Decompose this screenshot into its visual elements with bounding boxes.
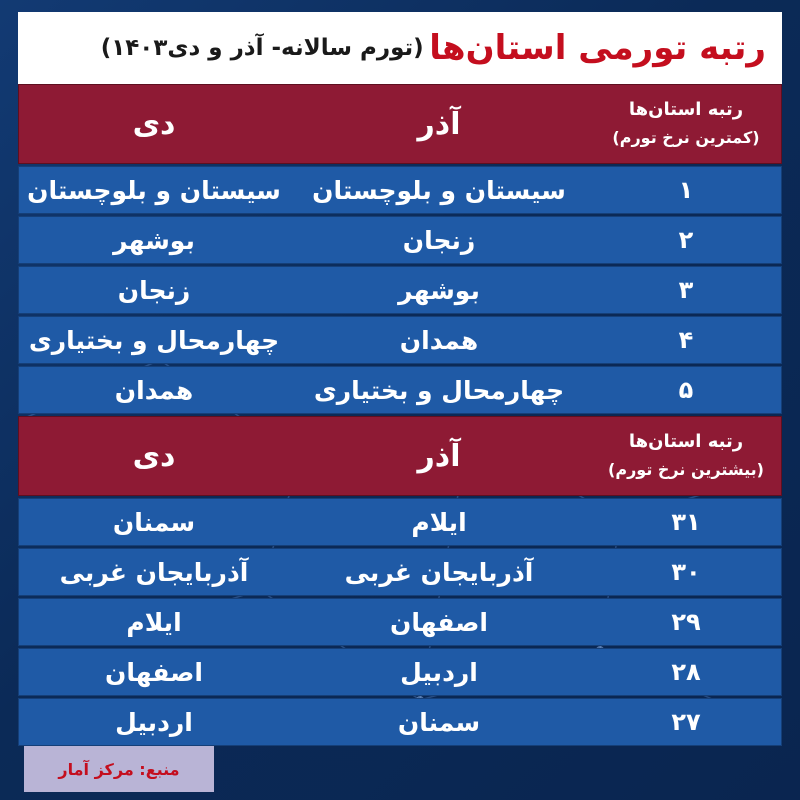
cell-azar: آذربایجان غربی [344, 557, 534, 587]
cell-rank: ۳۱ [671, 508, 701, 536]
cell-rank: ۳ [678, 276, 694, 304]
cell-rank: ۲۹ [671, 608, 701, 636]
column-header-azar: آذر [417, 106, 461, 142]
table-row [18, 166, 782, 214]
cell-dey: همدان [114, 375, 194, 405]
cell-azar: اصفهان [390, 607, 488, 637]
cell-azar: زنجان [402, 225, 476, 255]
table-row [18, 548, 782, 596]
column-header-dey: دی [132, 106, 176, 142]
source-text: منبع: مرکز آمار [58, 759, 180, 779]
highest-table-header [18, 416, 782, 496]
page-title: رتبه تورمی استان‌ها [429, 28, 766, 68]
cell-rank: ۴ [678, 326, 694, 354]
cell-dey: بوشهر [113, 225, 195, 255]
table-row [18, 266, 782, 314]
cell-azar: سیستان و بلوچستان [312, 175, 566, 205]
table-row [18, 498, 782, 546]
page-subtitle: (تورم سالانه- آذر و دی۱۴۰۳) [100, 35, 424, 61]
cell-azar: چهارمحال و بختیاری [313, 375, 565, 405]
column-header-dey: دی [132, 438, 176, 474]
cell-dey: آذربایجان غربی [59, 557, 249, 587]
cell-dey: چهارمحال و بختیاری [28, 325, 280, 355]
table-row [18, 698, 782, 746]
rank-header-note: (کمترین نرخ تورم) [612, 128, 760, 147]
cell-dey: اردبیل [115, 707, 193, 737]
cell-azar: بوشهر [398, 275, 480, 305]
table-row [18, 216, 782, 264]
cell-rank: ۲۷ [671, 708, 701, 736]
cell-dey: زنجان [117, 275, 191, 305]
cell-dey: سمنان [112, 507, 196, 537]
cell-rank: ۲ [678, 226, 694, 254]
cell-dey: سیستان و بلوچستان [27, 175, 281, 205]
cell-azar: سمنان [397, 707, 481, 737]
column-header-rank [589, 417, 783, 495]
rank-header-note: (بیشترین نرخ تورم) [608, 460, 764, 479]
cell-rank: ۲۸ [671, 658, 701, 686]
cell-rank: ۳۰ [671, 558, 701, 586]
table-row [18, 316, 782, 364]
column-header-azar: آذر [417, 438, 461, 474]
table-row [18, 366, 782, 414]
cell-dey: ایلام [126, 607, 182, 637]
cell-azar: ایلام [411, 507, 467, 537]
cell-azar: همدان [399, 325, 479, 355]
table-row [18, 648, 782, 696]
cell-dey: اصفهان [105, 657, 203, 687]
title-bar [18, 12, 782, 84]
column-header-rank [589, 85, 783, 163]
cell-rank: ۵ [678, 376, 694, 404]
cell-rank: ۱ [678, 176, 694, 204]
source-label-box [24, 746, 214, 792]
rank-header-title: رتبه استان‌ها [628, 431, 744, 452]
cell-azar: اردبیل [400, 657, 478, 687]
rank-header-title: رتبه استان‌ها [628, 99, 744, 120]
lowest-table-header [18, 84, 782, 164]
table-row [18, 598, 782, 646]
